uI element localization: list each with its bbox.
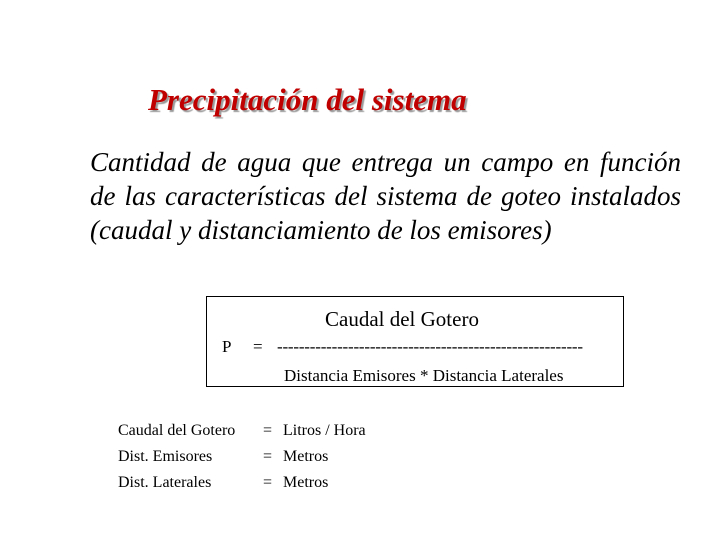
unit-value: Litros / Hora	[283, 422, 366, 439]
unit-value: Metros	[283, 448, 329, 465]
formula-denominator: Distancia Emisores * Distancia Laterales	[284, 366, 564, 385]
formula-fraction-line: --------------------------------------------------------	[277, 337, 583, 356]
formula-equals: =	[253, 337, 263, 356]
formula-variable: P	[222, 337, 232, 356]
unit-equals: =	[263, 474, 273, 491]
slide-title: Precipitación del sistema	[148, 82, 467, 117]
unit-term: Dist. Laterales	[118, 474, 212, 491]
unit-equals: =	[263, 448, 273, 465]
formula-numerator: Caudal del Gotero	[325, 307, 479, 331]
unit-value: Metros	[283, 474, 329, 491]
unit-term: Caudal del Gotero	[118, 422, 236, 439]
definition-text: Cantidad de agua que entrega un campo en función de las características del sistema de goteo instalados (caudal y distanciamiento de los emisores)	[90, 147, 681, 245]
unit-equals: =	[263, 422, 273, 439]
unit-term: Dist. Emisores	[118, 448, 213, 465]
formula-box	[206, 296, 624, 387]
